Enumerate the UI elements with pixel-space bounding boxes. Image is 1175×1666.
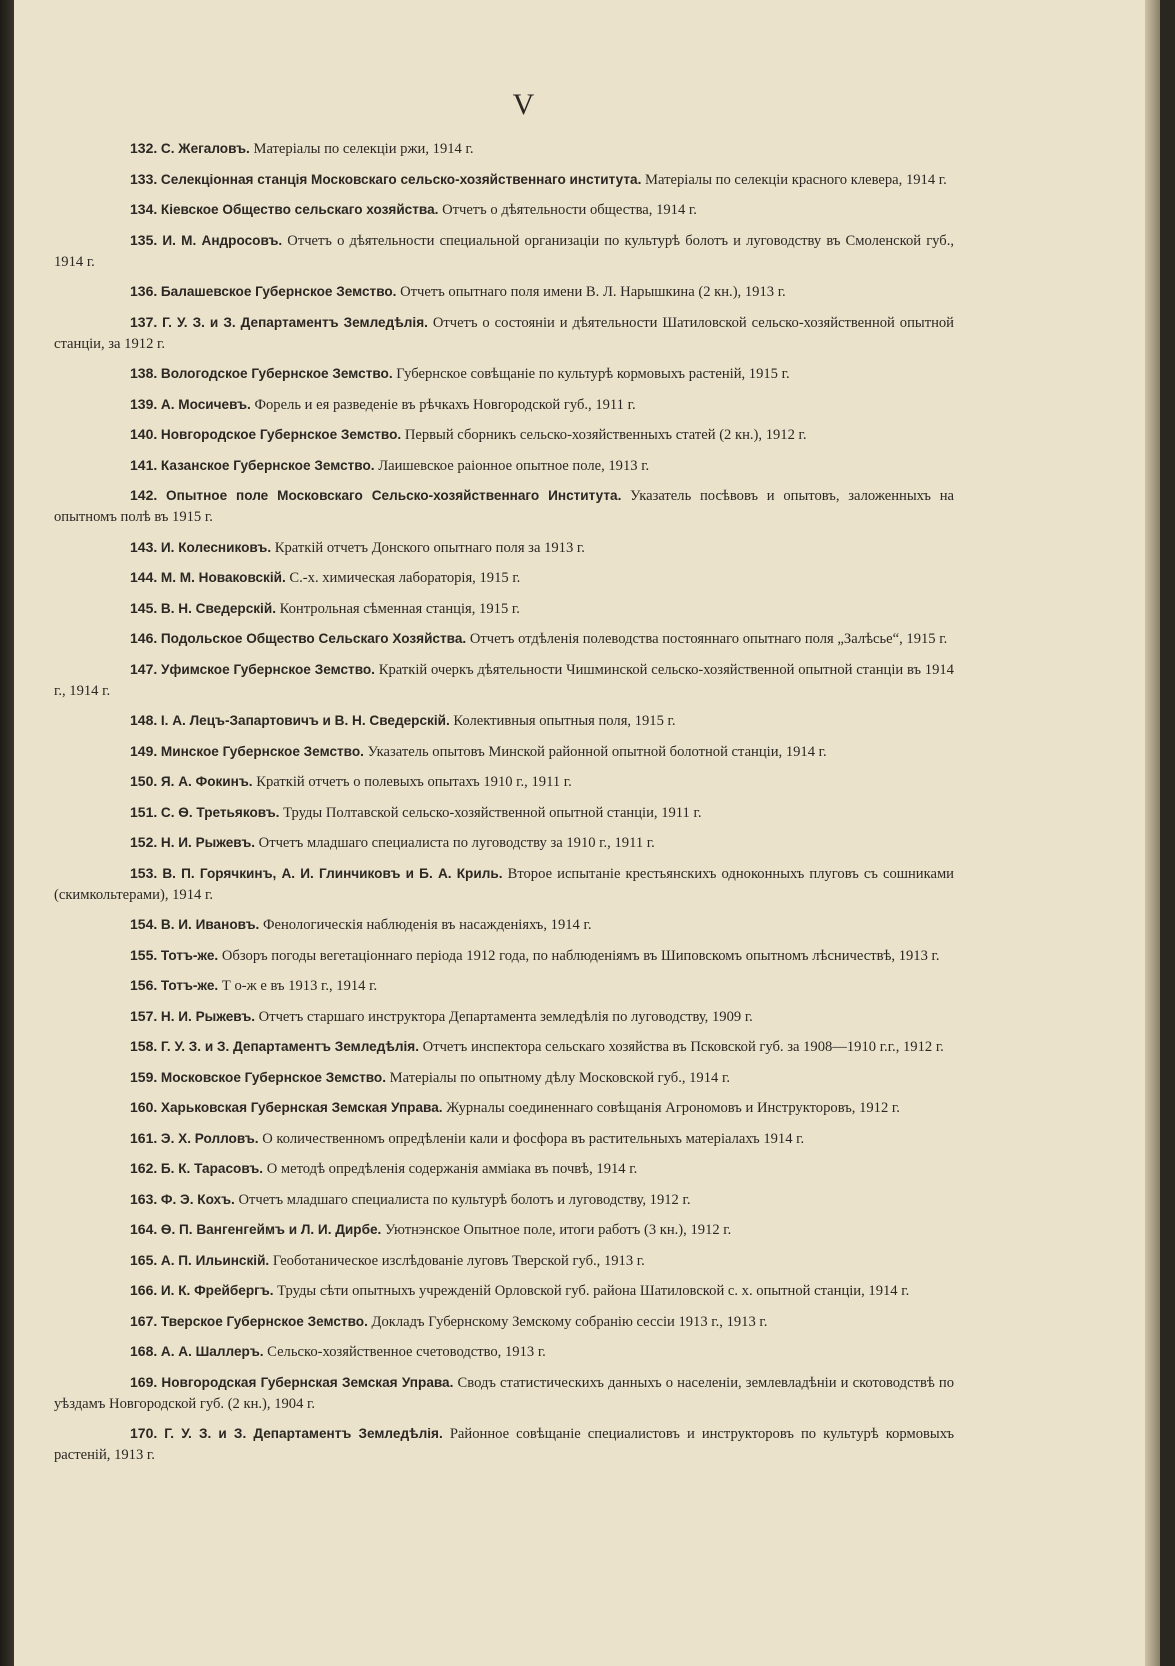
entry-title: Районное совѣщаніе специалистовъ и инструкторовъ по культурѣ кормовыхъ растеній, 1913 г. bbox=[54, 1426, 955, 1463]
entry-number: 153. bbox=[130, 864, 158, 881]
entry-title: Указатель посѣвовъ и опытовъ, заложенныхъ на опытномъ полѣ въ 1915 г. bbox=[54, 488, 954, 525]
entry-title: Губернское совѣщаніе по культурѣ кормовыхъ растеній, 1915 г. bbox=[396, 366, 790, 382]
entry-number: 165. bbox=[130, 1251, 158, 1268]
entry-author: Опытное поле Московскаго Сельско-хозяйственнаго Института. bbox=[166, 488, 622, 503]
bibliography-entry bbox=[54, 537, 954, 559]
entry-number: 169. bbox=[130, 1373, 158, 1390]
entry-author: Балашевское Губернское Земство. bbox=[160, 284, 397, 299]
entry-author: Э. Х. Ролловъ. bbox=[160, 1130, 259, 1146]
entry-author: Вологодское Губернское Земство. bbox=[160, 366, 393, 381]
entry-title: Краткій отчетъ о полевыхъ опытахъ 1910 г., 1911 г. bbox=[256, 774, 572, 790]
bibliography-entry bbox=[54, 1128, 954, 1150]
entry-author: С. Жегаловъ. bbox=[160, 141, 250, 156]
entry-title: Отчетъ младшаго специалиста по культурѣ болотъ и луговодству, 1912 г. bbox=[238, 1191, 691, 1208]
entry-author: М. М. Новаковскій. bbox=[160, 570, 286, 585]
document-page bbox=[14, 0, 1160, 1666]
bibliography-entry bbox=[54, 659, 954, 702]
entry-title: Журналы соединеннаго совѣщанія Агрономовъ и Инструкторовъ, 1912 г. bbox=[446, 1100, 900, 1116]
entry-number: 168. bbox=[130, 1343, 158, 1359]
entry-title: Отчетъ опытнаго поля имени В. Л. Нарышкина (2 кн.), 1913 г. bbox=[400, 284, 786, 300]
entry-author: И. Колесниковъ. bbox=[160, 539, 272, 555]
entry-number: 132. bbox=[130, 140, 158, 156]
bibliography-entry bbox=[54, 394, 954, 416]
entry-number: 141. bbox=[130, 456, 158, 473]
entry-title: С.-х. химическая лабораторія, 1915 г. bbox=[289, 570, 521, 586]
entry-title: Первый сборникъ сельско-хозяйственныхъ статей (2 кн.), 1912 г. bbox=[404, 427, 807, 443]
entry-number: 139. bbox=[130, 395, 158, 412]
entry-author: Г. У. З. и З. Департаментъ Земледѣлія. bbox=[164, 1426, 443, 1441]
entry-number: 143. bbox=[130, 538, 158, 555]
entry-title: Форель и ея разведеніе въ рѣчкахъ Новгородской губ., 1911 г. bbox=[254, 396, 636, 413]
entry-number: 150. bbox=[130, 773, 158, 789]
entry-author: Новгородская Губернская Земская Управа. bbox=[161, 1374, 454, 1390]
entry-title: Матеріалы по селекціи красного клевера, 1914 г. bbox=[645, 171, 947, 188]
entry-author: Г. У. З. и З. Департаментъ Земледѣлія. bbox=[160, 1039, 420, 1054]
bibliography-entry bbox=[54, 1158, 954, 1180]
entry-author: Казанское Губернское Земство. bbox=[160, 457, 375, 473]
entry-author: Н. И. Рыжевъ. bbox=[160, 835, 256, 850]
entry-author: Ѳ. П. Вангенгеймъ и Л. И. Дирбе. bbox=[160, 1222, 382, 1237]
entry-author: Новгородское Губернское Земство. bbox=[160, 427, 402, 442]
bibliography-entry bbox=[54, 1036, 954, 1058]
entry-number: 151. bbox=[130, 803, 158, 820]
bibliography-entry bbox=[54, 455, 954, 477]
entry-author: И. М. Андросовъ. bbox=[162, 232, 283, 248]
bibliography-entry bbox=[54, 1280, 954, 1302]
entry-author: Минское Губернское Земство. bbox=[160, 743, 364, 759]
entry-number: 167. bbox=[130, 1312, 158, 1329]
entry-number: 170. bbox=[130, 1425, 158, 1441]
bibliography-entry bbox=[54, 914, 954, 936]
entry-title: Краткій очеркъ дѣятельности Чишминской сельско-хозяйственной опытной станціи въ 1914 г., 1914 г. bbox=[54, 661, 954, 699]
entry-number: 162. bbox=[130, 1160, 158, 1176]
entry-number: 137. bbox=[130, 313, 158, 330]
entry-title: Геоботаническое изслѣдованіе луговъ Тверской губ., 1913 г. bbox=[272, 1252, 645, 1269]
entry-author: В. П. Горячкинъ, А. И. Глинчиковъ и Б. А. Криль. bbox=[162, 865, 503, 881]
entry-author: Я. А. Фокинъ. bbox=[160, 774, 253, 789]
page-number: V bbox=[512, 88, 536, 121]
entry-author: Ф. Э. Кохъ. bbox=[160, 1191, 235, 1207]
entry-number: 138. bbox=[130, 365, 158, 381]
entry-number: 144. bbox=[130, 569, 158, 585]
entry-number: 164. bbox=[130, 1221, 158, 1237]
entry-number: 160. bbox=[130, 1099, 158, 1115]
bibliography-list bbox=[54, 138, 954, 1475]
entry-author: В. Н. Сведерскій. bbox=[160, 600, 276, 616]
entry-number: 146. bbox=[130, 630, 158, 646]
entry-number: 152. bbox=[130, 834, 158, 850]
bibliography-entry bbox=[54, 424, 954, 446]
entry-author: А. П. Ильинскій. bbox=[160, 1252, 270, 1268]
entry-title: Отчетъ отдѣленія полеводства постояннаго опытнаго поля „Залѣсье“, 1915 г. bbox=[469, 631, 948, 647]
bibliography-entry bbox=[54, 138, 954, 160]
entry-number: 147. bbox=[130, 660, 158, 677]
entry-title: Второе испытаніе крестьянскихъ одноконныхъ плуговъ съ сошниками (скимкольтерами), 1914 г. bbox=[54, 865, 954, 903]
entry-author: А. А. Шаллеръ. bbox=[160, 1344, 264, 1359]
entry-title: Сельско-хозяйственное счетоводство, 1913 г. bbox=[267, 1344, 546, 1360]
bibliography-entry bbox=[54, 363, 954, 385]
entry-title: Отчетъ младшаго специалиста по луговодству за 1910 г., 1911 г. bbox=[258, 835, 655, 851]
bibliography-entry bbox=[54, 628, 954, 650]
bibliography-entry bbox=[54, 1341, 954, 1363]
entry-title: Отчетъ старшаго инструктора Департамента земледѣлія по луговодству, 1909 г. bbox=[258, 1008, 753, 1025]
entry-title: Фенологическія наблюденія въ насажденіяхъ, 1914 г. bbox=[262, 917, 592, 933]
entry-title: Колективныя опытныя поля, 1915 г. bbox=[453, 713, 676, 729]
bibliography-entry bbox=[54, 230, 954, 273]
entry-author: Кіевское Общество сельскаго хозяйства. bbox=[160, 202, 439, 217]
entry-title: Уютнэнское Опытное поле, итоги работъ (3 кн.), 1912 г. bbox=[384, 1222, 732, 1238]
entry-number: 133. bbox=[130, 170, 158, 187]
entry-number: 158. bbox=[130, 1038, 158, 1054]
entry-author: І. А. Лецъ-Запартовичъ и В. Н. Сведерскій. bbox=[160, 713, 450, 728]
entry-author: А. Мосичевъ. bbox=[160, 396, 251, 412]
entry-number: 145. bbox=[130, 599, 158, 616]
entry-number: 136. bbox=[130, 283, 158, 299]
bibliography-entry bbox=[54, 281, 954, 303]
entry-number: 163. bbox=[130, 1190, 158, 1207]
bibliography-entry bbox=[54, 199, 954, 221]
entry-title: Контрольная сѣменная станція, 1915 г. bbox=[279, 600, 520, 617]
bibliography-entry bbox=[54, 1189, 954, 1211]
entry-author: И. К. Фрейбергъ. bbox=[160, 1283, 274, 1298]
entry-author: Тотъ-же. bbox=[160, 978, 219, 993]
entry-title: Матеріалы по селекціи ржи, 1914 г. bbox=[253, 141, 474, 157]
entry-number: 156. bbox=[130, 977, 158, 993]
entry-title: Отчетъ о состояніи и дѣятельности Шатиловской сельско-хозяйственной опытной станціи, за 1912 г. bbox=[54, 314, 954, 352]
entry-title: Обзоръ погоды вегетаціоннаго періода 1912 года, по наблюденіямъ въ Шиповскомъ опытномъ лѣсничествѣ, 1913 г. bbox=[221, 947, 940, 964]
entry-title: Труды Полтавской сельско-хозяйственной опытной станціи, 1911 г. bbox=[283, 804, 702, 821]
entry-author: Н. И. Рыжевъ. bbox=[160, 1008, 256, 1024]
entry-title: Отчетъ о дѣятельности общества, 1914 г. bbox=[442, 202, 697, 218]
entry-title: Т о-ж е въ 1913 г., 1914 г. bbox=[221, 978, 378, 994]
bibliography-entry bbox=[54, 863, 954, 906]
bibliography-entry bbox=[54, 975, 954, 997]
bibliography-entry bbox=[54, 710, 954, 732]
entry-number: 154. bbox=[130, 916, 158, 932]
entry-number: 161. bbox=[130, 1129, 158, 1146]
entry-title: Матеріалы по опытному дѣлу Московской губ., 1914 г. bbox=[389, 1069, 730, 1086]
entry-number: 149. bbox=[130, 742, 158, 759]
bibliography-entry bbox=[54, 1067, 954, 1089]
page-gutter-shadow bbox=[0, 0, 14, 1666]
bibliography-entry bbox=[54, 169, 954, 191]
entry-title: Указатель опытовъ Минской районной опытной болотной станціи, 1914 г. bbox=[367, 743, 827, 760]
entry-author: Харьковская Губернская Земская Управа. bbox=[160, 1100, 443, 1115]
entry-author: Тотъ-же. bbox=[160, 947, 219, 963]
bibliography-entry bbox=[54, 1219, 954, 1241]
entry-author: В. И. Ивановъ. bbox=[160, 917, 260, 932]
bibliography-entry bbox=[54, 1311, 954, 1333]
bibliography-entry bbox=[54, 1006, 954, 1028]
entry-number: 155. bbox=[130, 946, 158, 963]
entry-title: Лаишевское раіонное опытное поле, 1913 г. bbox=[378, 457, 650, 474]
entry-number: 159. bbox=[130, 1068, 158, 1085]
entry-title: О количественномъ опредѣленіи кали и фосфора въ растительныхъ матеріалахъ 1914 г. bbox=[262, 1130, 805, 1147]
entry-title: О методѣ опредѣленія содержанія амміака въ почвѣ, 1914 г. bbox=[266, 1161, 638, 1177]
entry-title: Отчетъ о дѣятельности специальной организаціи по культурѣ болотъ и луговодству въ Смоленской губ., 1914 г. bbox=[54, 232, 955, 270]
bibliography-entry bbox=[54, 312, 954, 355]
bibliography-entry bbox=[54, 832, 954, 854]
entry-title: Труды сѣти опытныхъ учрежденій Орловской губ. района Шатиловской с. х. опытной станціи, 1914 г. bbox=[277, 1283, 910, 1299]
entry-number: 135. bbox=[130, 231, 158, 248]
entry-author: С. Ѳ. Третьяковъ. bbox=[160, 804, 280, 820]
page-edge bbox=[1145, 0, 1160, 1666]
entry-author: Г. У. З. и З. Департаментъ Земледѣлія. bbox=[162, 314, 428, 330]
entry-title: Сводъ статистическихъ данныхъ о населеніи, землевладѣніи и скотоводствѣ по уѣздамъ Новгородской губ. (2 кн.), 1904 г. bbox=[54, 1374, 955, 1412]
bibliography-entry bbox=[54, 1097, 954, 1119]
entry-author: Тверское Губернское Земство. bbox=[160, 1313, 368, 1329]
entry-number: 166. bbox=[130, 1282, 158, 1298]
bibliography-entry bbox=[54, 567, 954, 589]
bibliography-entry bbox=[54, 741, 954, 763]
entry-title: Краткій отчетъ Донского опытнаго поля за 1913 г. bbox=[274, 539, 585, 556]
entry-number: 142. bbox=[130, 487, 158, 503]
bibliography-entry bbox=[54, 598, 954, 620]
entry-author: Подольское Общество Сельскаго Хозяйства. bbox=[160, 631, 467, 646]
entry-author: Селекціонная станція Московскаго сельско-хозяйственнаго института. bbox=[160, 171, 642, 187]
entry-title: Отчетъ инспектора сельскаго хозяйства въ Псковской губ. за 1908—1910 г.г., 1912 г. bbox=[422, 1039, 944, 1055]
entry-number: 148. bbox=[130, 712, 158, 728]
bibliography-entry bbox=[54, 1423, 954, 1466]
entry-number: 157. bbox=[130, 1007, 158, 1024]
entry-number: 140. bbox=[130, 426, 158, 442]
entry-author: Уфимское Губернское Земство. bbox=[161, 661, 375, 677]
bibliography-entry bbox=[54, 1372, 954, 1415]
entry-number: 134. bbox=[130, 201, 158, 217]
bibliography-entry bbox=[54, 1250, 954, 1272]
bibliography-entry bbox=[54, 802, 954, 824]
bibliography-entry bbox=[54, 771, 954, 793]
entry-title: Докладъ Губернскому Земскому собранію сессіи 1913 г., 1913 г. bbox=[371, 1313, 768, 1330]
entry-author: Московское Губернское Земство. bbox=[160, 1069, 386, 1085]
bibliography-entry bbox=[54, 485, 954, 528]
bibliography-entry bbox=[54, 945, 954, 967]
entry-author: Б. К. Тарасовъ. bbox=[160, 1161, 264, 1176]
